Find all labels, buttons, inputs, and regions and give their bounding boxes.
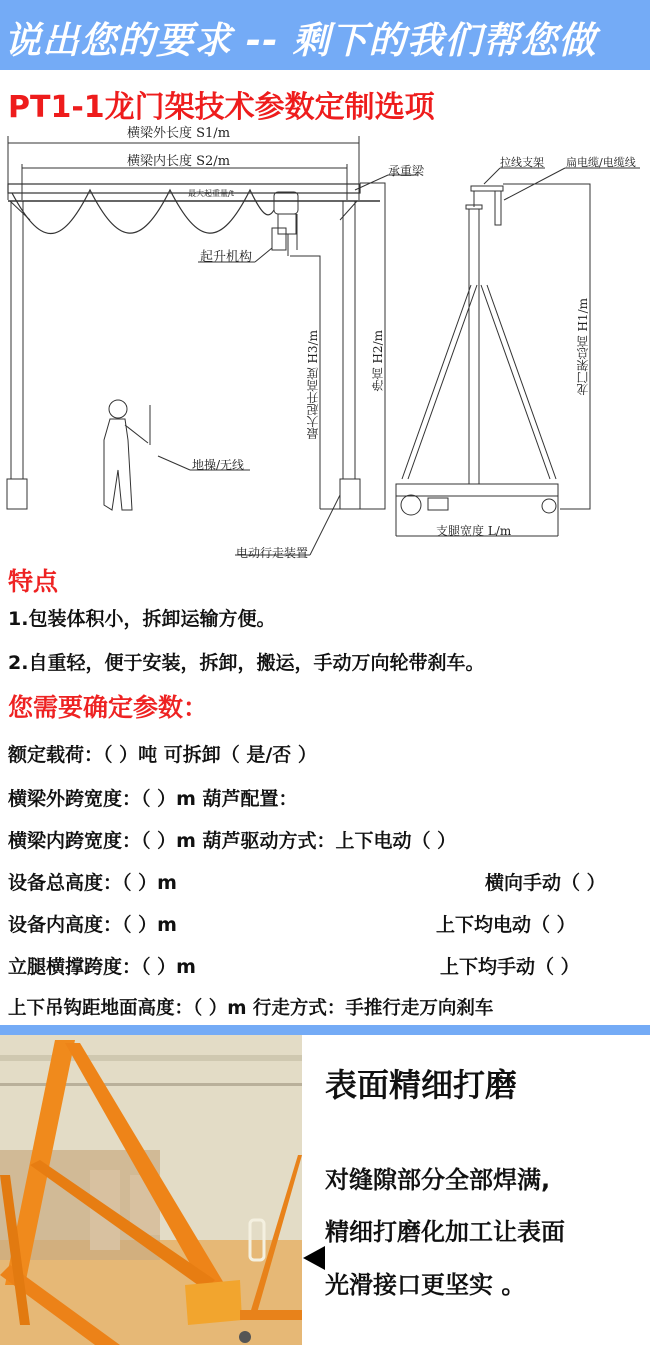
- surface-line-3: 光滑接口更坚实 。: [325, 1271, 526, 1299]
- param-row-total-height: 设备总高度：（ ）m: [8, 872, 177, 894]
- feature-item-1: 1.包装体积小，拆卸运输方便。: [8, 608, 276, 630]
- banner-slogan: 说出您的要求 -- 剩下的我们帮您做: [4, 19, 597, 62]
- param-row-outer-span: 横梁外跨宽度：（ ）m 葫芦配置：: [8, 788, 298, 810]
- cable-bracket-label: 拉线支架: [500, 156, 544, 169]
- leg-width-label: 支腿宽度 L/m: [436, 524, 512, 538]
- total-height-label: 龙门架总高 H1/m: [576, 298, 590, 396]
- max-load-label: 最大起重量/t: [188, 189, 234, 198]
- gantry-technical-drawing: [0, 118, 650, 566]
- param-row-leg-brace-span: 立腿横撑跨度：（ ）m: [8, 956, 196, 978]
- param-row-inner-height: 设备内高度：（ ）m: [8, 914, 177, 936]
- feature-item-2: 2.自重轻，便于安装，拆卸，搬运，手动万向轮带刹车。: [8, 652, 485, 674]
- electric-travel-label: 电动行走装置: [236, 546, 309, 560]
- gantry-frame-photo: [0, 1035, 302, 1345]
- orange-frame-illustration: [0, 1035, 302, 1345]
- section-divider: [0, 1025, 650, 1035]
- top-banner: [0, 0, 650, 70]
- param-row-rated-load: 额定载荷：（ ）吨 可拆卸（ 是/否 ）: [8, 744, 317, 766]
- clear-height-label: 净高 H2/m: [371, 330, 385, 392]
- pointer-arrow-icon: [303, 1246, 325, 1270]
- flat-cable-label: 扁电缆/电缆线: [566, 156, 636, 169]
- outer-length-label: 横梁外长度 S1/m: [127, 126, 231, 141]
- load-beam-label: 承重梁: [388, 164, 425, 178]
- page-title: PT1-1龙门架技术参数定制选项: [8, 90, 435, 125]
- gantry-drawing-svg: [0, 118, 650, 566]
- features-heading: 特点: [8, 567, 59, 596]
- param-row-hook-height: 上下吊钩距地面高度：（ ）m 行走方式：手推行走万向刹车: [8, 998, 494, 1019]
- param-row-inner-span: 横梁内跨宽度：（ ）m 葫芦驱动方式：上下电动（ ）: [8, 830, 457, 852]
- surface-line-1: 对缝隙部分全部焊满,: [325, 1166, 551, 1194]
- hoist-option-all-manual: 上下均手动（ ）: [440, 956, 580, 978]
- inner-length-label: 横梁内长度 S2/m: [127, 154, 231, 169]
- max-lift-height-label: 最大起升高度 H3/m: [306, 330, 320, 440]
- surface-title: 表面精细打磨: [325, 1066, 518, 1104]
- ground-control-label: 地操/无线: [192, 458, 245, 472]
- params-heading: 您需要确定参数：: [8, 693, 209, 722]
- surface-line-2: 精细打磨化加工让表面: [325, 1218, 565, 1246]
- hoist-label: 起升机构: [200, 250, 253, 265]
- hoist-option-all-electric: 上下均电动（ ）: [436, 914, 576, 936]
- hoist-option-lateral-manual: 横向手动（ ）: [485, 872, 606, 894]
